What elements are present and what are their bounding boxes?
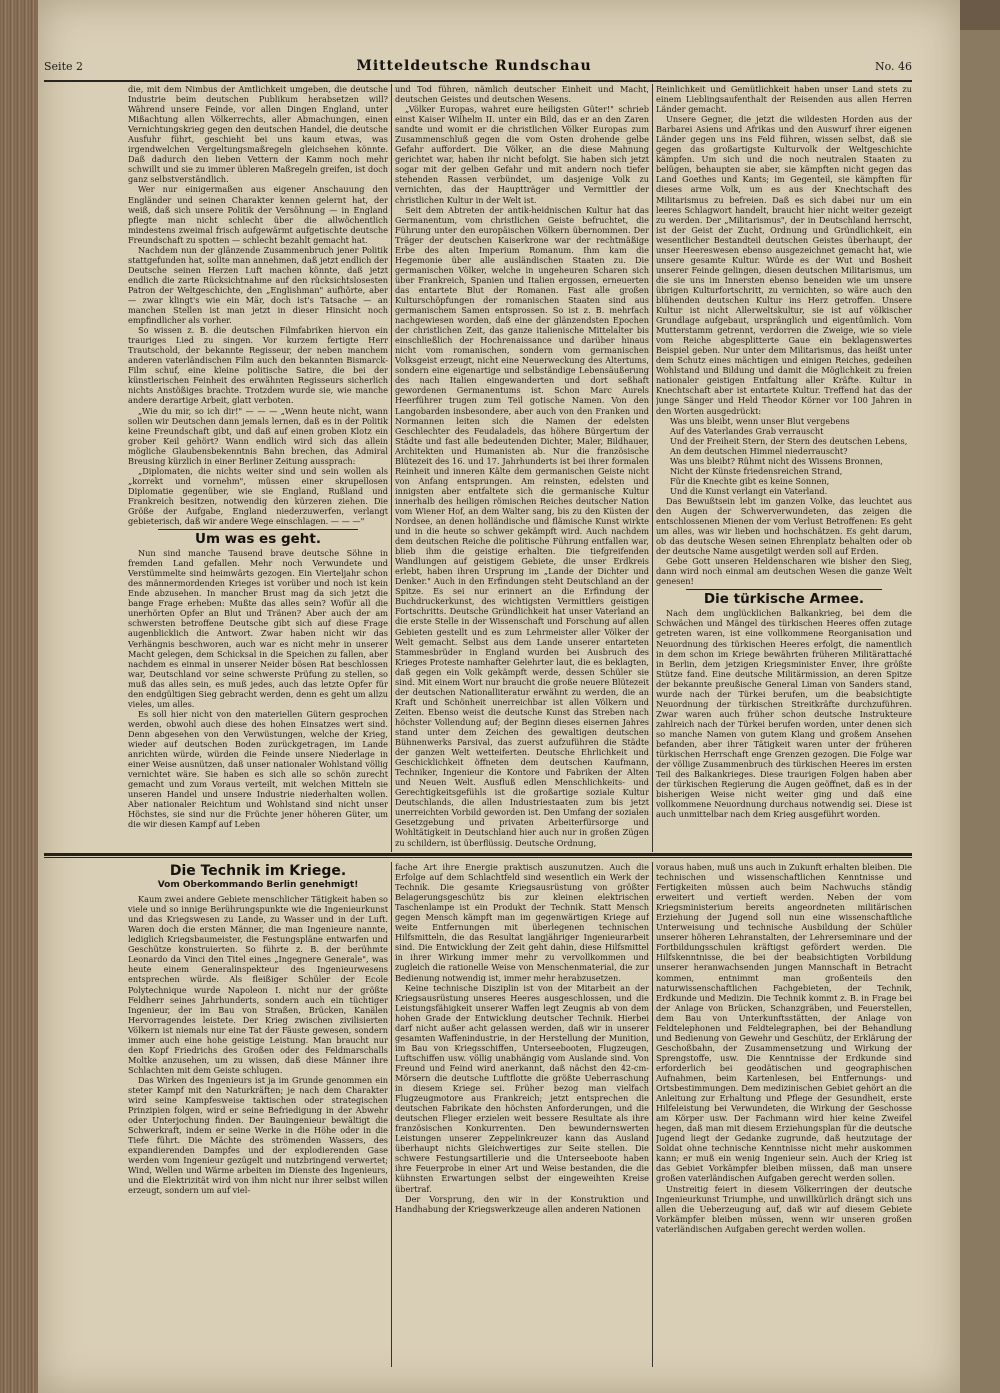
paragraph: An dem deutschen Himmel niederrauscht? bbox=[670, 445, 848, 456]
paragraph: So wissen z. B. die deutschen Filmfabriken hiervon ein trauriges Lied zu singen. Vor kurzem fertigte Herr Trautschold, der bekannte Regisseur, der neben manchem anderen vaterländischen Film auch den bekannten Bismarck-Film schuf, eine kleine politische Satire, die bei der künstlerischen Feinheit des erwähnten Regisseurs sicherlich nichts Anstößiges brachte. Trotzdem wurde sie, wie manche andere derartige Arbeit, glatt verboten. bbox=[128, 325, 388, 406]
paragraph: Der Vorsprung, den wir in der Konstruktion und Handhabung der Kriegswerkzeuge allen anderen Nationen bbox=[395, 1193, 649, 1214]
paragraph: Das Bewußtsein lebt im ganzen Volke, das leuchtet aus den Augen der Schwerverwundeten, das zeigen die entschlossenen Mienen der vom Verlust Betroffenen: Es geht um alles, was wir lieben und hochschätzen. Es geht darum, ob das deutsche Wesen seinen Ehrenplatz behalten oder ob der deutsche Name ausgetilgt werden soll auf Erden. bbox=[656, 495, 912, 557]
paragraph: Das Wirken des Ingenieurs ist ja im Grunde genommen ein steter Kampf mit den Naturkräften; je nach dem Charakter wird seine Kampfesweise taktischen oder strategischen Prinzipien folgen, wird er seine Befriedigung in der Abwehr oder Unterjochung finden. Der Bauingenieur bewältigt die Schwerkraft, indem er seine Werke in die Höhe oder in die Tiefe führt. Die Mächte des strömenden Wassers, des expandierenden Dampfes und der explodierenden Gase werden vom Ingenieur gezügelt und nutzbringend verwertet; Wind, Wellen und Wärme arbeiten im Dienste des Ingenieurs, und die Elektrizität wird von ihm nicht nur ihrer selbst willen erzeugt, sondern um auf viel- bbox=[128, 1074, 388, 1196]
paragraph: Wer nur einigermaßen aus eigener Anschauung den Engländer und seinen Charakter kennen gelernt hat, der weiß, daß sich unsere Politik der Versöhnung — in England pflegte man nicht schlecht über die allwöchentlich mindestens zweimal frisch aufgewärmt aufgetischte deutsche Freundschaft zu spotten — schlecht bezahlt gemacht hat. bbox=[128, 184, 388, 245]
technik-column-2-text bbox=[395, 862, 649, 1214]
paragraph: Und der Freiheit Stern, der Stern des deutschen Lebens, bbox=[670, 435, 908, 446]
paragraph: Nach dem unglücklichen Balkankrieg, bei dem die Schwächen und Mängel des türkischen Heeres offen zutage getreten waren, ist eine vollkommene Reorganisation und Neuordnung des türkischen Heeres erfolgt, die namentlich in dem schon im Kriege bewährten früheren Militärattaché in Berlin, dem jetzigen Kriegsminister Enver, ihre größte Stütze fand. Eine deutsche Militärmission, an deren Spitze der bekannte preußische General Liman von Sanders stand, wurde nach der Türkei berufen, um die beabsichtigte Neuordnung der türkischen Streitkräfte durchzuführen. Zwar waren auch früher schon deutsche Instrukteure zahlreich nach der Türkei berufen worden, unter denen sich so manche Namen von gutem Klang und großem Ansehen befanden, aber ihrer Tätigkeit waren unter der früheren türkischen Herrschaft enge Grenzen gezogen. Die Folge war der völlige Zusammenbruch des türkischen Heeres im ersten Teil des Balkankrieges. Diese traurigen Folgen haben aber der türkischen Regierung die Augen geöffnet, daß es in der bisherigen Weise nicht weiter ging und daß eine vollkommene Neuordnung durchaus notwendig sei. Diese ist auch unmittelbar nach dem Krieg ausgeführt worden. bbox=[656, 608, 912, 820]
header-rule bbox=[44, 80, 912, 82]
column-divider-3 bbox=[391, 862, 392, 1367]
article-title-technik-im-kriege: Die Technik im Kriege. bbox=[169, 863, 347, 879]
column-divider-4 bbox=[652, 862, 653, 1367]
paragraph: „Diplomaten, die nichts weiter sind und sein wollen als „korrekt und vornehm", müssen einer skrupellosen Diplomatie gegenüber, wie sie England, Rußland und Frankreich besitzen, notwendig den kürzeren ziehen. Die Größe der Aufgabe, England niederzuwerfen, verlangt gebieterisch, daß wir andere Wege einschlagen. — — —" bbox=[128, 465, 388, 527]
paragraph: Unsere Gegner, die jetzt die wildesten Horden aus der Barbarei Asiens und Afrikas und den Auswurf ihrer eigenen Länder gegen uns ins Feld führen, wissen selbst, daß sie gegen das großartigste Kulturvolk der Weltgeschichte kämpfen. Um sich und die noch neutralen Staaten zu belügen, behaupten sie aber, sie kämpften nicht gegen das Land Goethes und Kants; im Gegenteil, sie kämpften für dieses arme Volk, um es aus der Knechtschaft des Militarismus zu befreien. Daß es sich dabei nur um ein leeres Schlagwort handelt, braucht hier nicht weiter gezeigt zu werden. Der „Militarismus", der in Deutschland herrscht, ist der Geist der Zucht, Ordnung und Gründlichkeit, ein wesentlicher Bestandteil deutschen Geistes überhaupt, der unser Heereswesen ebenso ausgezeichnet gemacht hat, wie unsere gesamte Kultur. Würde es der Wut und Bosheit unserer Feinde gelingen, diesen deutschen Militarismus, um die sie uns im Innersten ebenso beneiden wie um unsere übrigen Kulturfortschritt, zu vernichten, so wäre auch den blühenden deutschen Kultur ins Herz getroffen. Unsere Kultur ist nicht Allerweltskultur, sie ist auf völkischer Grundlage aufgebaut, urspränglich und eigentümlich. Vom Mutterstamm getrennt, verdorren die Zweige, wie so viele vom Reiche abgesplitterte Gaue ein beklagenswertes Beispiel geben. Nur unter dem Militarismus, das heißt unter dem Schutz eines mächtigen und einigen Reiches, gedeihen Wohlstand und Bildung und damit die Möglichkeit zu freien nationaler geistigen Entfaltung aller Kräfte. Kultur in Knechtschaft aber ist entartete Kultur. Treffend hat das der junge Sänger und Held Theodor Körner vor 100 Jahren in den Worten ausgedrückt: bbox=[656, 114, 912, 416]
paragraph: Und die Kunst verlangt ein Vaterland. bbox=[670, 485, 828, 496]
masthead-title: Mitteldeutsche Rundschau bbox=[356, 58, 592, 74]
article-subtitle-censorship: Vom Oberkommando Berlin genehmigt! bbox=[157, 880, 359, 891]
paragraph: und Tod führen, nämlich deutscher Einheit und Macht, deutschen Geistes und deutschen Wesens. bbox=[395, 84, 649, 105]
column-2-text bbox=[395, 84, 649, 848]
page-header bbox=[44, 60, 912, 80]
technik-column-3-text bbox=[656, 862, 912, 1234]
paragraph: Kaum zwei andere Gebiete menschlicher Tätigkeit haben so viele und so innige Berührungspunkte wie die Ingenieurkunst und das Kriegswesen zu Lande, zu Wasser und in der Luft. Waren doch die ersten Männer, die man Ingenieure nannte, lediglich Kriegsbaumeister, die Festungspläne entwarfen und Geschütze konstruierten. So führte z. B. der berühmte Leonardo da Vinci den Titel eines „Ingegnere Generale", was heute einem Generalinspekteur des Ingenieurwesens entsprechen würde. Als fleißiger Schüler der Ecole Polytechnique wurde Napoleon I. nicht nur der größte Feldherr seines Jahrhunderts, sondern auch ein tüchtiger Ingenieur, der im Bau von Straßen, Brücken, Kanälen Hervorragendes leistete. Der Krieg zwischen zivilisierten Völkern ist niemals nur eine Tat der Fäuste gewesen, sondern immer auch eine hohe geistige Leistung. Man braucht nur den Kopf Friedrichs des Großen oder des Feldmarschalls Moltke anzusehen, um zu wissen, daß diese Männer ihre Schlachten mit dem Geiste schlugen. bbox=[128, 894, 388, 1075]
column-divider-2 bbox=[652, 84, 653, 852]
technik-column-1-text bbox=[128, 894, 388, 1195]
column-3-text bbox=[656, 84, 912, 416]
paragraph: „Wie du mir, so ich dir!" — — — „Wenn heute nicht, wann sollen wir Deutschen dann jemals lernen, daß es in der Politik keine Freundschaft gibt, und daß auf einen groben Klotz ein grober Keil gehört? Wann endlich wird sich das allein mögliche Glaubensbekenntnis Bahn brechen, das Admiral Breusing kürzlich in einer Berliner Zeitung aussprach: bbox=[128, 405, 388, 466]
paragraph: Es soll hier nicht von den materiellen Gütern gesprochen werden, obwohl auch diese des hohen Einsatzes wert sind. Denn abgesehen von den Verwüstungen, welche der Krieg, wieder auf deutschen Boden zurückgetragen, im Lande anrichten würde, würden die Feinde unsere Niederlage in einer Weise ausnützen, daß unser nationaler Wohlstand völlig vernichtet wäre. Sie haben es sich alle so schön zurecht gemacht und zum Voraus verteilt, mit welchen Mitteln sie unseren Handel und unsere Industrie niederhalten wollen. Aber nationaler Reichtum und Wohlstand sind nicht unser Höchstes, sie sind nur die Früchte jener höheren Güter, um die wir diesen Kampf auf Leben bbox=[128, 708, 388, 830]
technik-column-2 bbox=[395, 862, 649, 1367]
issue-number: No. 46 bbox=[874, 60, 912, 73]
paragraph: voraus haben, muß uns auch in Zukunft erhalten bleiben. Die technischen und wissenschaftlichen Kenntnisse und Fertigkeiten müssen auch beim Nachwuchs ständig erweitert und vertieft werden. Neben der vom Kriegsministerium bereits angeordneten militärischen Erziehung der Jugend soll nun eine wissenschaftliche Unterweisung und technische Ausbildung der Schüler unserer höheren Lehranstalten, der Lehrerseminare und der Fortbildungsschulen kräftigst gefördert werden. Die Hilfskenntnisse, die bei der beabsichtigten Vorbildung unserer heranwachsenden jungen Mannschaft in Betracht kommen, entnimmt man großenteils den naturwissenschaftlichen Fachgebieten, der Technik, Erdkunde und Medizin. Die Technik kommt z. B. in Frage bei der Anlage von Brücken, Schanzgräben, und Feuerstellen, dem Bau von Unterkunftsstätten, der Anlage von Feldtelephonen und Feldtelegraphen, bei der Behandlung und Bedienung von Gewehr und Geschütz, der Erklärung der Geschoßbahn, der Zusammensetzung und Wirkung der Sprengstoffe, usw. Die Kenntnisse der Erdkunde sind erforderlich bei geodätischen und geographischen Aufnahmen, beim Kartenlesen, bei Entfernungs- und Ortsbestimmungen. Dem medizinischen Gebiet gehört an die Anleitung zur Erhaltung und Pflege der Gesundheit, erste Hilfeleistung bei Verwundeten, die Wirkung der Geschosse am Körper usw. Der Fachmann wird hier keine Zweifel hegen, daß man mit diesem Erziehungsplan für die deutsche Jugend liegt der Gedanke zugrunde, daß heutzutage der Soldat ohne technische Kenntnisse nicht mehr auskommen kann; er muß ein wenig Ingenieur sein. Auch der Krieg ist das Gebiet Vorkämpfer bleiben müssen, daß man unsere großen vaterländischen Aufgaben gerecht werden sollen. bbox=[656, 862, 912, 1184]
paragraph: Nachdem nun der glänzende Zusammenbruch jener Politik stattgefunden hat, sollte man annehmen, daß jetzt endlich der Deutsche seinen Herzen Luft machen könnte, daß jetzt endlich die zarte Rücksichtnahme auf den rücksichtslosesten Patron der Weltgeschichte, den „Englishman" aufhörte, aber — zwar klingt's wie ein Mär, doch ist's Tatsache — an manchen Stellen ist man jetzt in dieser Hinsicht noch empfindlicher als vorher. bbox=[128, 244, 388, 326]
article-separator bbox=[158, 529, 358, 530]
paragraph: Was uns bleibt? Rühmt nicht des Wissens Bronnen, bbox=[670, 455, 883, 466]
column-1-text bbox=[128, 84, 388, 526]
technik-column-3 bbox=[656, 862, 912, 1367]
paragraph: Gebe Gott unseren Heldenscharen wie bisher den Sieg, dann wird noch einmal am deutschen Wesen die ganze Welt genesen! bbox=[656, 556, 912, 587]
paragraph: Unstreitig feiert in diesem Völkerringen der deutsche Ingenieurkunst Triumphe, und unwillkürlich drängt sich uns allen die Ueberzeugung auf, daß wir auf diesem Gebiete Vorkämpfer bleiben müssen, wenn wir unseren großen vaterländischen Aufgaben gerecht werden wollen. bbox=[656, 1183, 912, 1234]
column-2 bbox=[395, 84, 649, 852]
paragraph: die, mit dem Nimbus der Amtlichkeit umgeben, die deutsche Industrie beim deutschen Publikum herabsetzen will? Während unsere Feinde, vor allen Dingen England, unter Mißachtung allen Völkerrechts, aller Abmachungen, einen Vernichtungskrieg gegen den deutschen Handel, die deutsche Ausfuhr führt, geschieht bei uns kaum etwas, was irgendwelchen Vergeltungsmaßregeln gleichsehen könnte. Daß dadurch den lieben Vettern der Kamm noch mehr schwillt und sie zu immer übleren Maßregeln greifen, ist doch ganz selbstverständlich. bbox=[128, 84, 388, 185]
section-rule-thick bbox=[44, 853, 912, 856]
paragraph: Auf des Vaterlandes Grab verrauscht bbox=[670, 425, 824, 436]
article-um-was-es-geht-body bbox=[128, 548, 388, 829]
section-rule-thin bbox=[44, 857, 912, 858]
page-number: Seite 2 bbox=[44, 60, 83, 73]
next-page-edge bbox=[959, 30, 1000, 1393]
paragraph: Keine technische Disziplin ist von der Mitarbeit an der Kriegsausrüstung unseres Heeres ausgeschlossen, und die Leistungsfähigkeit unserer Waffen legt Zeugnis ab von dem hohen Grade der Entwicklung deutscher Technik. Hierbei darf nicht außer acht gelassen werden, daß wir in unserer gesamten Waffenindustrie, in der Herstellung der Munition, im Bau von Kriegsschiffen, Unterseebooten, Flugzeugen, Luftschiffen usw. völlig unabhängig vom Auslande sind. Von Freund und Feind wird anerkannt, daß nächst den 42-cm-Mörsern die deutsche Luftflotte die größte Ueberraschung in diesem Kriege sei. Früher bezog man vielfach Flugzeugmotore aus Frankreich; jetzt entsprechen die deutschen Fabrikate den höchsten Anforderungen, und die deutschen Flieger erzielen weit bessere Resultate als ihre französischen Konkurrenten. Den bewundernswerten Leistungen unserer Zeppelinkreuzer kann das Ausland überhaupt nichts Gleichwertiges zur Seite stellen. Die schwere Festungsartillerie und die Unterseeboote haben ihre Feuerprobe in einer Art und Weise bestanden, die die kühnsten Erwartungen selbst der eingeweihten Kreise übertraf. bbox=[395, 982, 649, 1194]
book-binding bbox=[0, 0, 38, 1393]
paragraph: Nun sind manche Tausend brave deutsche Söhne in fremden Land gefallen. Mehr noch Verwundete und Verstümmelte sind heimwärts gezogen. Ein Vierteljahr schon des männermordenden Krieges ist vorüber und noch ist kein Ende abzusehen. In mancher Brust mag da sich jetzt die bange Frage erheben: Mußte das alles sein? Wofür all die unerhörten Opfer an Blut und Tränen? Aber auch der am schwersten betroffene Deutsche gibt sich auf diese Frage augenblicklich die Antwort. Zwar haben nicht wir das Verhängnis beschworen, auch war es nicht mehr in unserer Macht gelegen, dem Schicksal in die Speichen zu fallen, aber nachdem es einmal in unserer Neider bösen Rat beschlossen war, Deutschland vor seine schwerste Prüfung zu stellen, so muß das alles sein, es muß jedes, auch das letzte Opfer für den endgültigen Sieg gebracht werden, denn es geht um allzu vieles, um alles. bbox=[128, 548, 388, 709]
article-title-um-was-es-geht: Um was es geht. bbox=[195, 531, 321, 548]
paragraph: Was uns bleibt, wenn unser Blut vergebens bbox=[670, 415, 850, 426]
article-separator bbox=[686, 589, 882, 590]
paragraph: Für die Knechte gibt es keine Sonnen, bbox=[670, 475, 830, 486]
column-3 bbox=[656, 84, 912, 852]
technik-column-1 bbox=[128, 862, 388, 1367]
column-1 bbox=[128, 84, 388, 852]
paragraph: Nicht der Künste friedensreichen Strand, bbox=[670, 465, 843, 476]
column-3-closing-text bbox=[656, 496, 912, 586]
article-title-tuerkische-armee: Die türkische Armee. bbox=[703, 591, 865, 608]
paragraph: Reinlichkeit und Gemütlichkeit haben unser Land stets zu einem Lieblingsaufenthalt der Reisenden aus allen Herren Länder gemacht. bbox=[656, 84, 912, 115]
paragraph: „Völker Europas, wahret eure heiligsten Güter!" schrieb einst Kaiser Wilhelm II. unter ein Bild, das er an den Zaren sandte und womit er die christlichen Völker Europas zum Zusammenschluß gegen die vom Osten drohende gelbe Gefahr auffordert. Die Völker, an die diese Mahnung gerichtet war, haben ihr nicht befolgt. Sie haben sich jetzt sogar mit der gelben Gefahr und mit andern noch tiefer stehenden Rassen verbündet, um dasjenige Volk zu vernichten, das der Hauptträger und Vermittler der christlichen Kultur in der Welt ist. bbox=[395, 104, 649, 205]
paragraph: Seit dem Abtreten der antik-heidnischen Kultur hat das Germanentum, vom christlichen Geiste befruchtet, die Führung unter den europäischen Völkern übernommen. Der Träger der deutschen Kaiserkrone war der rechtmäßige Erbe des alten Imperium Romanum. Ihm kam die Hegemonie über alle ausländischen Staaten zu. Die germanischen Völker, welche in ungeheuren Scharen sich über Frankreich, Spanien und Italien ergossen, erneuerten das entartete Blut der Romanen. Fast alle großen Kulturschöpfungen der romanischen Staaten sind aus germanischem Samen entsprossen. So ist z. B. mehrfach nachgewiesen worden, daß eine der glänzendsten Epochen der christlichen Zeit, das ganze italienische Mittelalter bis einschließlich der Hochrenaissance und darüber hinaus nicht vom romanischen, sondern vom germanischen Volksgeist erzeugt, nicht eine Neuerweckung des Altertums, sondern eine eigenartige und selbständige Lebensäußerung des nach Italien eingewanderten und dort seßhaft gewordenen Germanentums ist. Schon Marc Aurels Heerführer trugen zum Teil gotische Namen. Von den Langobarden insbesondere, aber auch von den Franken und Normannen leiten sich die Namen der edelsten Geschlechter des Feudaladels, das höhere Bürgertum der Städte und fast alle bedeutenden Dichter, Maler, Bildhauer, Architekten und Humanisten ab. Nur die französische Blütezeit des 16. und 17. Jahrhunderts ist bei ihrer formalen Reinheit und inneren Kälte dem germanischen Geiste nicht von Anfang entsprungen. Am reinsten, edelsten und innigsten aber entfaltete sich die germanische Kultur innerhalb des heiligen römischen Reiches deutscher Nation vom Wiener Hof, an dem Walter sang, bis zu den Küsten der Nordsee, an denen holländische und flämische Kunst wirkte und in die heute so schwer gekämpft wird. Auch nachdem dem deutschen Reiche die politische Führung entfallen war, blieb ihm die geistige erhalten. Die tiefgreifenden Wandlungen auf geistigem Gebiete, die unser Erdkreis erlebt, haben ihren Ursprung im „Lande der Dichter und Denker." Auch in den Erfindungen steht Deutschland an der Spitze. Es sei nur erinnert an die Erfindung der Buchdruckerkunst, des wichtigsten Vermittlers geistigen Fortschritts. Deutsche Gründlichkeit hat unser Vaterland an die erste Stelle in der Wissenschaft und Forschung auf allen Gebieten gestellt und es zum Lehrmeister aller Völker der Welt gemacht. Selbst aus dem Lande unserer entarteten Stammesbrüder in England wurden bei Ausbruch des Krieges Proteste namhafter Gelehrter laut, die es beklagten, daß gegen ein Volk gekämpft werde, dessen Schüler sie sind. Mit einem Wort nur braucht die große neuere Blütezeit der deutschen Nationalliteratur erwähnt zu werden, die an Kraft und Schönheit unerreichbar ist allen Völkern und Zeiten. Ebenso weist die deutsche Kunst das Streben nach höchster Vollendung auf; der Beginn dieses eisernen Jahres stand unter dem Zeichen des gewaltigen deutschen Bühnenwerks Parsival, das zuerst aufzuführen die Städte der ganzen Welt wetteiferten. Deutsche Ehrlichkeit und Geschicklichkeit öffneten dem deutschen Kaufmann, Techniker, Ingenieur die Kontore und Fabriken der Alten und Neuen Welt. Ausfluß edlen Menschlichkeits- und Gerechtigkeitsgefühls ist die großartige soziale Kultur Deutschlands, die allen Industriestaaten zum bis jetzt unerreichten Vorbild geworden ist. Den Umfang der sozialen Gesetzgebung und privaten Arbeiterfürsorge und Wohltätigkeit in Deutschland hier auch nur in großen Zügen zu schildern, ist überflüssig. Deutsche Ordnung, bbox=[395, 204, 649, 848]
koerner-poem bbox=[656, 416, 912, 496]
column-divider-1 bbox=[391, 84, 392, 852]
paragraph: fache Art ihre Energie praktisch auszunutzen. Auch die Erfolge auf dem Schlachtfeld sind wesentlich ein Werk der Technik. Die gesamte Kriegsausrüstung von größter Belagerungsgeschütz bis zur kleinen elektrischen Taschenlampe ist ein Produkt der Technik. Statt Mensch gegen Mensch kämpft man im gegenwärtigen Kriege auf weite Entfernungen mit überlegenen technischen Hilfsmitteln, die das Resultat langjähriger Ingenieurarbeit sind. Die Entwicklung der Zeit geht dahin, diese Hilfsmittel in ihrer Wirkung immer mehr zu vervollkommen und zugleich die rationelle Weise von Menschenmaterial, die zur Bedienung notwendig ist, immer mehr herabzusetzen. bbox=[395, 862, 649, 983]
article-tuerkische-armee-body bbox=[656, 608, 912, 819]
